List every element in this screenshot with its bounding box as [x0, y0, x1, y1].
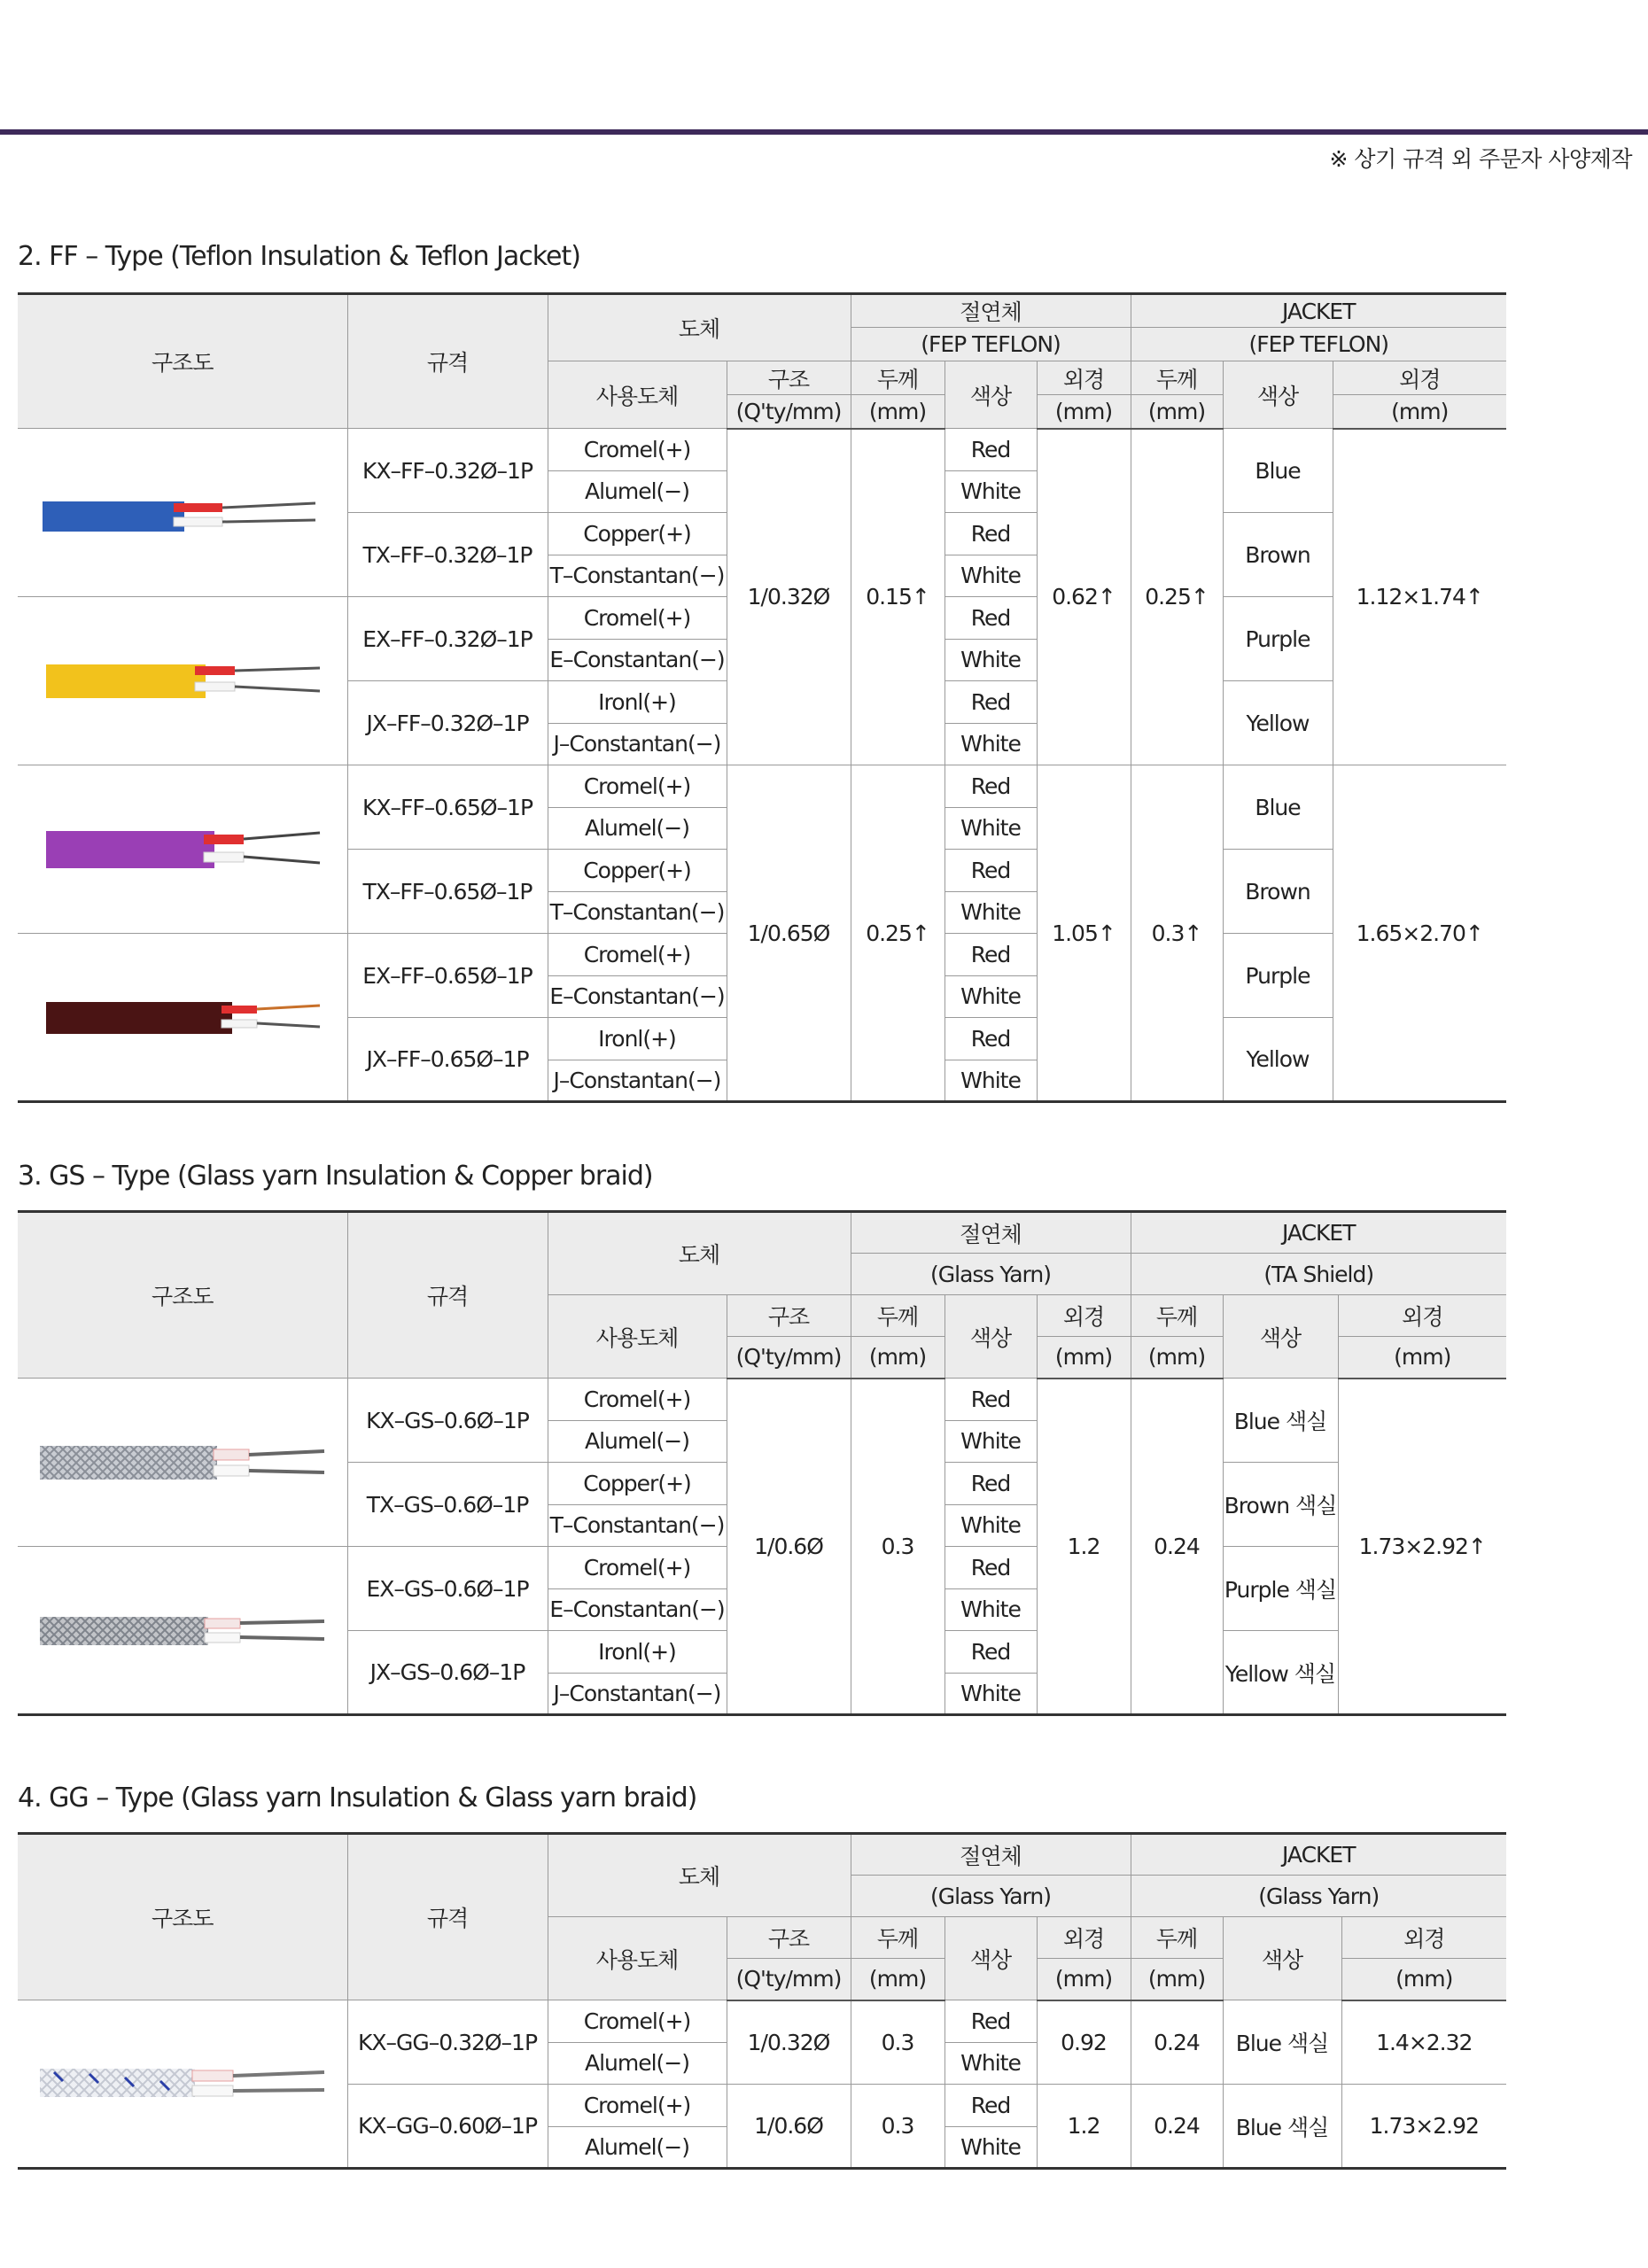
- cable-image-copper-braid: [18, 1379, 347, 1547]
- conductor-neg: T–Constantan(−): [548, 1504, 727, 1547]
- header-insulation: 절연체: [851, 1212, 1131, 1254]
- jk-thickness-cell: 0.24: [1131, 1379, 1223, 1715]
- ins-color-red: Red: [944, 850, 1037, 892]
- header-construction: 구조: [727, 1295, 851, 1337]
- spec-cell: EX–FF–0.65Ø–1P: [347, 934, 548, 1018]
- header-unit: (mm): [1333, 395, 1506, 429]
- header-unit: (mm): [1037, 1337, 1131, 1379]
- ins-color-white: White: [944, 2042, 1037, 2085]
- section-title-gg: 4. GG – Type (Glass yarn Insulation & Glass yarn braid): [18, 1783, 697, 1814]
- header-spec: 규격: [347, 1834, 548, 2000]
- conductor-pos: Ironl(+): [548, 681, 727, 724]
- ins-od-cell: 0.92: [1037, 2000, 1131, 2085]
- header-structure: 구조도: [18, 1212, 347, 1379]
- jk-od-cell: 1.12×1.74↑: [1333, 429, 1506, 765]
- conductor-neg: E–Constantan(−): [548, 1588, 727, 1631]
- header-jk-color: 색상: [1223, 1295, 1338, 1379]
- spec-cell: KX–GG–0.32Ø–1P: [347, 2000, 548, 2085]
- conductor-neg: J–Constantan(−): [548, 723, 727, 765]
- ins-color-white: White: [944, 891, 1037, 934]
- ins-color-red: Red: [944, 1547, 1037, 1589]
- ins-color-white: White: [944, 639, 1037, 681]
- conductor-pos: Copper(+): [548, 513, 727, 555]
- jk-color-cell: Blue 색실: [1223, 1379, 1338, 1463]
- conductor-neg: E–Constantan(−): [548, 975, 727, 1018]
- header-conductor: 도체: [548, 294, 851, 361]
- header-used-conductor: 사용도체: [548, 361, 727, 429]
- jk-color-cell: Yellow: [1223, 1018, 1333, 1102]
- header-jk-thickness: 두께: [1131, 1295, 1223, 1337]
- ins-color-red: Red: [944, 1631, 1037, 1674]
- conductor-neg: J–Constantan(−): [548, 1673, 727, 1715]
- jk-color-cell: Yellow 색실: [1223, 1631, 1338, 1715]
- ff-table: [18, 292, 1506, 1103]
- ins-od-cell: 1.2: [1037, 2085, 1131, 2169]
- conductor-neg: Alumel(−): [548, 2042, 727, 2085]
- spec-cell: TX–FF–0.32Ø–1P: [347, 513, 548, 597]
- header-unit: (mm): [1131, 395, 1223, 429]
- conductor-pos: Cromel(+): [548, 934, 727, 976]
- header-spec: 규격: [347, 1212, 548, 1379]
- ins-color-red: Red: [944, 597, 1037, 640]
- header-jk-color: 색상: [1223, 361, 1333, 429]
- conductor-pos: Cromel(+): [548, 1547, 727, 1589]
- header-unit: (mm): [1037, 395, 1131, 429]
- header-conductor: 도체: [548, 1834, 851, 1917]
- spec-cell: JX–FF–0.32Ø–1P: [347, 681, 548, 765]
- header-jk-od: 외경: [1338, 1295, 1506, 1337]
- header-ins-color: 색상: [944, 1917, 1037, 2000]
- conductor-pos: Cromel(+): [548, 1379, 727, 1421]
- ins-color-red: Red: [944, 1463, 1037, 1505]
- ins-color-white: White: [944, 1420, 1037, 1463]
- ins-color-red: Red: [944, 1018, 1037, 1060]
- ins-od-cell: 1.05↑: [1037, 765, 1131, 1102]
- ins-color-red: Red: [944, 681, 1037, 724]
- ins-color-white: White: [944, 1504, 1037, 1547]
- header-unit: (mm): [851, 1959, 944, 2000]
- jk-color-cell: Yellow: [1223, 681, 1333, 765]
- construction-cell: 1/0.65Ø: [727, 765, 851, 1102]
- header-unit: (mm): [1131, 1337, 1223, 1379]
- header-jacket-material: (TA Shield): [1131, 1254, 1506, 1295]
- header-ins-od: 외경: [1037, 1295, 1131, 1337]
- ins-color-red: Red: [944, 2085, 1037, 2127]
- jk-thickness-cell: 0.25↑: [1131, 429, 1223, 765]
- header-ins-thickness: 두께: [851, 361, 944, 395]
- cable-image-yellow: [18, 597, 347, 765]
- ins-od-cell: 1.2: [1037, 1379, 1131, 1715]
- spec-cell: JX–FF–0.65Ø–1P: [347, 1018, 548, 1102]
- jk-color-cell: Blue 색실: [1223, 2085, 1341, 2169]
- jk-color-cell: Brown: [1223, 513, 1333, 597]
- ins-thickness-cell: 0.3: [851, 2000, 944, 2085]
- conductor-pos: Ironl(+): [548, 1018, 727, 1060]
- header-used-conductor: 사용도체: [548, 1917, 727, 2000]
- header-construction: 구조: [727, 1917, 851, 1959]
- header-jacket: JACKET: [1131, 294, 1506, 328]
- header-unit: (mm): [851, 1337, 944, 1379]
- header-ins-od: 외경: [1037, 361, 1131, 395]
- header-unit: (mm): [1131, 1959, 1223, 2000]
- construction-cell: 1/0.6Ø: [727, 2085, 851, 2169]
- ins-thickness-cell: 0.3: [851, 2085, 944, 2169]
- conductor-pos: Cromel(+): [548, 765, 727, 808]
- jk-od-cell: 1.65×2.70↑: [1333, 765, 1506, 1102]
- spec-cell: KX–GG–0.60Ø–1P: [347, 2085, 548, 2169]
- construction-cell: 1/0.6Ø: [727, 1379, 851, 1715]
- conductor-neg: Alumel(−): [548, 2126, 727, 2169]
- ins-color-red: Red: [944, 1379, 1037, 1421]
- ins-thickness-cell: 0.3: [851, 1379, 944, 1715]
- header-unit: (mm): [1037, 1959, 1131, 2000]
- conductor-neg: Alumel(−): [548, 807, 727, 850]
- jk-od-cell: 1.73×2.92: [1341, 2085, 1506, 2169]
- header-construction: 구조: [727, 361, 851, 395]
- conductor-neg: Alumel(−): [548, 470, 727, 513]
- conductor-neg: J–Constantan(−): [548, 1060, 727, 1102]
- spec-cell: KX–FF–0.32Ø–1P: [347, 429, 548, 513]
- gs-table: [18, 1210, 1506, 1716]
- ins-color-white: White: [944, 1060, 1037, 1102]
- header-qty-mm: (Q'ty/mm): [727, 395, 851, 429]
- ins-color-white: White: [944, 1673, 1037, 1715]
- spec-cell: KX–GS–0.6Ø–1P: [347, 1379, 548, 1463]
- ins-color-red: Red: [944, 765, 1037, 808]
- jk-thickness-cell: 0.3↑: [1131, 765, 1223, 1102]
- custom-order-note: ※ 상기 규격 외 주문자 사양제작: [1329, 146, 1632, 172]
- construction-cell: 1/0.32Ø: [727, 429, 851, 765]
- cable-image-copper-braid: [18, 1547, 347, 1715]
- spec-cell: TX–GS–0.6Ø–1P: [347, 1463, 548, 1547]
- jk-color-cell: Brown 색실: [1223, 1463, 1338, 1547]
- header-unit: (mm): [1341, 1959, 1506, 2000]
- header-ins-thickness: 두께: [851, 1295, 944, 1337]
- ins-color-white: White: [944, 1588, 1037, 1631]
- header-jk-thickness: 두께: [1131, 1917, 1223, 1959]
- cable-image-purple: [18, 765, 347, 934]
- conductor-pos: Ironl(+): [548, 1631, 727, 1674]
- header-jacket-material: (Glass Yarn): [1131, 1876, 1506, 1917]
- header-jk-thickness: 두께: [1131, 361, 1223, 395]
- cable-image-brown: [18, 934, 347, 1102]
- header-jk-od: 외경: [1333, 361, 1506, 395]
- section-title-ff: 2. FF – Type (Teflon Insulation & Teflon Jacket): [18, 241, 580, 272]
- header-ins-color: 색상: [944, 361, 1037, 429]
- ins-color-red: Red: [944, 2000, 1037, 2043]
- header-insulation-material: (Glass Yarn): [851, 1254, 1131, 1295]
- jk-od-cell: 1.4×2.32: [1341, 2000, 1506, 2085]
- conductor-neg: T–Constantan(−): [548, 891, 727, 934]
- conductor-pos: Cromel(+): [548, 2000, 727, 2043]
- conductor-neg: T–Constantan(−): [548, 555, 727, 597]
- ins-color-white: White: [944, 470, 1037, 513]
- jk-color-cell: Blue: [1223, 765, 1333, 850]
- cable-image-blue: [18, 429, 347, 597]
- spec-cell: KX–FF–0.65Ø–1P: [347, 765, 548, 850]
- spec-cell: EX–FF–0.32Ø–1P: [347, 597, 548, 681]
- conductor-neg: E–Constantan(−): [548, 639, 727, 681]
- conductor-pos: Cromel(+): [548, 429, 727, 471]
- ins-color-red: Red: [944, 934, 1037, 976]
- conductor-neg: Alumel(−): [548, 1420, 727, 1463]
- ins-color-white: White: [944, 555, 1037, 597]
- header-unit: (mm): [1338, 1337, 1506, 1379]
- jk-thickness-cell: 0.24: [1131, 2085, 1223, 2169]
- conductor-pos: Copper(+): [548, 850, 727, 892]
- header-ins-thickness: 두께: [851, 1917, 944, 1959]
- header-structure: 구조도: [18, 1834, 347, 2000]
- header-jk-od: 외경: [1341, 1917, 1506, 1959]
- construction-cell: 1/0.32Ø: [727, 2000, 851, 2085]
- header-jacket: JACKET: [1131, 1212, 1506, 1254]
- ins-color-white: White: [944, 2126, 1037, 2169]
- header-insulation-material: (Glass Yarn): [851, 1876, 1131, 1917]
- spec-cell: JX–GS–0.6Ø–1P: [347, 1631, 548, 1715]
- jk-color-cell: Purple 색실: [1223, 1547, 1338, 1631]
- ins-thickness-cell: 0.25↑: [851, 765, 944, 1102]
- jk-thickness-cell: 0.24: [1131, 2000, 1223, 2085]
- header-insulation: 절연체: [851, 1834, 1131, 1876]
- header-insulation-material: (FEP TEFLON): [851, 328, 1131, 361]
- cable-image-glass-braid: [18, 2000, 347, 2169]
- conductor-pos: Cromel(+): [548, 597, 727, 640]
- section-title-gs: 3. GS – Type (Glass yarn Insulation & Copper braid): [18, 1161, 653, 1192]
- header-ins-color: 색상: [944, 1295, 1037, 1379]
- spec-cell: TX–FF–0.65Ø–1P: [347, 850, 548, 934]
- ins-color-white: White: [944, 807, 1037, 850]
- jk-color-cell: Blue: [1223, 429, 1333, 513]
- conductor-pos: Cromel(+): [548, 2085, 727, 2127]
- jk-color-cell: Blue 색실: [1223, 2000, 1341, 2085]
- ins-color-red: Red: [944, 429, 1037, 471]
- header-qty-mm: (Q'ty/mm): [727, 1337, 851, 1379]
- ins-thickness-cell: 0.15↑: [851, 429, 944, 765]
- jk-color-cell: Purple: [1223, 597, 1333, 681]
- header-conductor: 도체: [548, 1212, 851, 1295]
- header-jacket: JACKET: [1131, 1834, 1506, 1876]
- header-qty-mm: (Q'ty/mm): [727, 1959, 851, 2000]
- header-structure: 구조도: [18, 294, 347, 429]
- header-insulation: 절연체: [851, 294, 1131, 328]
- header-ins-od: 외경: [1037, 1917, 1131, 1959]
- ins-color-red: Red: [944, 513, 1037, 555]
- conductor-pos: Copper(+): [548, 1463, 727, 1505]
- gg-table: [18, 1832, 1506, 2170]
- header-jacket-material: (FEP TEFLON): [1131, 328, 1506, 361]
- ins-od-cell: 0.62↑: [1037, 429, 1131, 765]
- header-jk-color: 색상: [1223, 1917, 1341, 2000]
- ins-color-white: White: [944, 723, 1037, 765]
- jk-color-cell: Brown: [1223, 850, 1333, 934]
- header-unit: (mm): [851, 395, 944, 429]
- jk-od-cell: 1.73×2.92↑: [1338, 1379, 1506, 1715]
- header-used-conductor: 사용도체: [548, 1295, 727, 1379]
- spec-cell: EX–GS–0.6Ø–1P: [347, 1547, 548, 1631]
- header-spec: 규격: [347, 294, 548, 429]
- top-divider: [0, 129, 1648, 135]
- ins-color-white: White: [944, 975, 1037, 1018]
- jk-color-cell: Purple: [1223, 934, 1333, 1018]
